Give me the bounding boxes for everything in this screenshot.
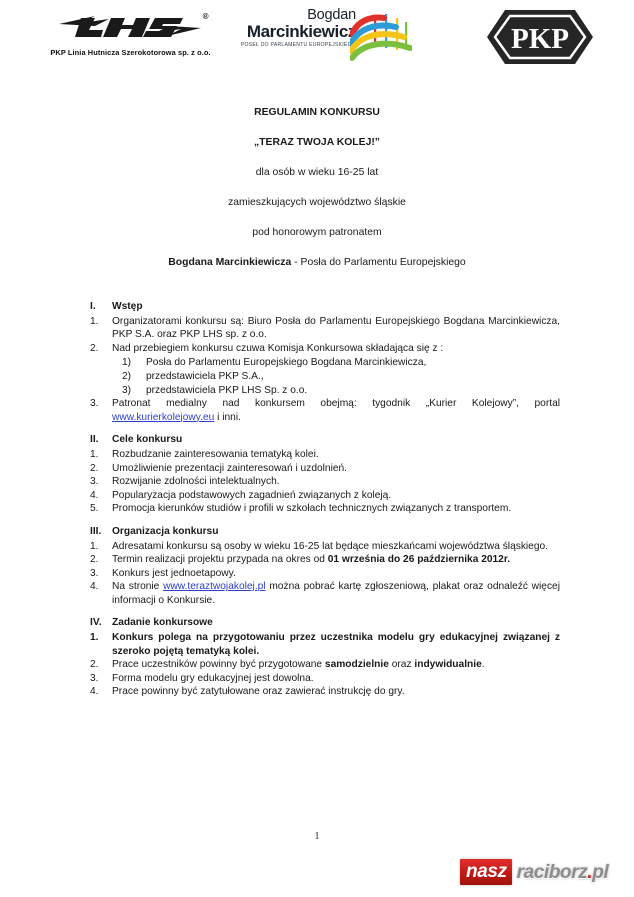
item-text: Nad przebiegiem konkursu czuwa Komisja Konkursowa składająca się z :	[112, 342, 444, 354]
item-text: Umożliwienie prezentacji zainteresowań i uzdolnień.	[112, 462, 347, 474]
item-text: Rozbudzanie zainteresowania tematyką kolei.	[112, 448, 319, 460]
subitem-text: przedstawiciela PKP S.A.,	[146, 370, 264, 382]
item-text-after: i inni.	[214, 411, 241, 423]
subitem-text: przedstawiciela PKP LHS Sp. z o.o.	[146, 384, 308, 396]
section-iii-heading	[90, 525, 560, 539]
patron-name: Bogdana Marcinkiewicza	[168, 257, 292, 268]
doc-subtitle-region: zamieszkujących województwo śląskie	[228, 197, 406, 208]
section-ii-numeral: II.	[90, 434, 99, 446]
item-text: Rozwijanie zdolności intelektualnych.	[112, 476, 280, 488]
section-iii-numeral: III.	[90, 525, 102, 537]
item-text: Konkurs polega na przygotowaniu przez uczestnika modelu gry edukacyjnej związanej z szeroko pojętą tematyką kolei.	[112, 632, 560, 657]
item-text: Prace powinny być zatytułowane oraz zawierać instrukcję do gry.	[112, 686, 405, 698]
item-text-before: Prace uczestników powinny być przygotowane	[112, 659, 325, 671]
list-item	[90, 580, 560, 607]
item-number: 3.	[90, 476, 99, 488]
section-iv-list	[90, 631, 560, 699]
item-text-bold: samodzielnie	[324, 659, 389, 671]
list-item	[90, 475, 560, 489]
item-text	[112, 397, 560, 424]
section-ii-list	[90, 448, 560, 516]
list-item	[90, 462, 560, 476]
section-i-numeral: I.	[90, 301, 96, 312]
item-text-bold: 01 września do 26 października 2012r.	[327, 554, 511, 566]
list-item	[90, 672, 560, 686]
list-item	[90, 315, 560, 342]
lhs-logo-caption: PKP Linia Hutnicza Szerokotorowa sp. z o.o.	[50, 48, 211, 57]
doc-subtitle-patronage: pod honorowym patronatem	[252, 227, 382, 238]
list-item	[90, 540, 560, 554]
list-item	[90, 448, 560, 462]
marcinkiewicz-subtitle: POSEŁ DO PARLAMENTU EUROPEJSKIEGO	[240, 42, 356, 48]
item-text: Adresatami konkursu są osoby w wieku 16-25 lat będące mieszkańcami województwa śląskiego.	[112, 540, 549, 552]
list-item	[90, 489, 560, 503]
section-ii-title: Cele konkursu	[112, 434, 183, 446]
lhs-logo	[28, 10, 233, 57]
item-number: 1.	[90, 540, 99, 552]
subitem-number: 1)	[122, 357, 132, 369]
section-i-heading	[90, 300, 560, 314]
section-ii	[90, 433, 560, 516]
section-ii-heading	[90, 433, 560, 447]
document-body	[90, 300, 560, 708]
item-text	[112, 553, 560, 567]
doc-subtitle-age: dla osób w wieku 16-25 lat	[255, 167, 379, 178]
item-number: 1.	[90, 448, 99, 460]
item-text-mid: oraz	[388, 659, 415, 671]
document-header	[0, 0, 634, 82]
item-text-before: Na stronie	[112, 581, 164, 593]
page-number: 1	[314, 831, 320, 842]
item-number: 5.	[90, 503, 99, 515]
item-number: 4.	[90, 489, 99, 501]
section-iii	[90, 525, 560, 608]
item-text-before: Patronat medialny nad konkursem obejmą: tygodnik „Kurier Kolejowy”, portal	[112, 398, 560, 410]
marcinkiewicz-first-name: Bogdan	[307, 7, 356, 23]
list-item	[122, 384, 560, 398]
section-i-list	[90, 315, 560, 425]
watermark-raciborz-text: raciborz	[516, 861, 588, 883]
item-text-before: Termin realizacji projektu przypada na okres od	[112, 554, 328, 566]
item-text-after: można pobrać kartę zgłoszeniową, plakat oraz odnaleźć więcej informacji o Konkursie.	[112, 581, 560, 606]
item-number: 3.	[90, 672, 99, 684]
lhs-mark-icon	[51, 10, 211, 44]
pkp-logo	[485, 8, 595, 66]
patron-role: - Posła do Parlamentu Europejskiego	[291, 257, 466, 268]
watermark-dot: .	[587, 861, 593, 883]
list-item	[90, 631, 560, 658]
list-item	[122, 370, 560, 384]
section-i	[90, 300, 560, 424]
list-item	[90, 685, 560, 699]
item-text	[112, 580, 560, 607]
section-iv	[90, 616, 560, 699]
title-block	[74, 98, 560, 278]
list-item	[90, 567, 560, 581]
item-text: Organizatorami konkursu są: Biuro Posła do Parlamentu Europejskiego Bogdana Marcinkiewicza, PKP S.A. oraz PKP LHS sp. z o.o.	[112, 315, 560, 341]
watermark-raciborz	[512, 863, 609, 882]
item-number: 1.	[90, 315, 99, 327]
item-text: Forma modelu gry edukacyjnej jest dowolna.	[112, 672, 314, 684]
item-text: Konkurs jest jednoetapowy.	[112, 567, 236, 579]
item-number: 4.	[90, 581, 99, 593]
rainbow-arcs-icon	[350, 12, 412, 62]
section-iii-title: Organizacja konkursu	[112, 525, 219, 537]
list-item	[90, 658, 560, 672]
section-iii-list	[90, 540, 560, 608]
list-item	[90, 553, 560, 567]
item-number: 4.	[90, 686, 99, 698]
watermark-pl: pl	[592, 861, 609, 883]
doc-title-line-2: „TERAZ TWOJA KOLEJ!”	[253, 137, 381, 148]
subitem-number: 2)	[122, 370, 132, 382]
nasz-raciborz-watermark	[460, 857, 608, 887]
item-text: Popularyzacja podstawowych zagadnień związanych z koleją.	[112, 489, 392, 501]
item-number: 2.	[90, 342, 99, 354]
registered-trademark-icon: ®	[202, 12, 209, 21]
list-item	[122, 356, 560, 370]
subitem-text: Posła do Parlamentu Europejskiego Bogdana Marcinkiewicza,	[146, 357, 427, 369]
doc-title-line-1: REGULAMIN KONKURSU	[254, 107, 380, 118]
item-text	[112, 658, 560, 672]
doc-subtitle-patron	[74, 248, 560, 278]
item-text-after: .	[481, 659, 485, 671]
item-number: 2.	[90, 659, 99, 671]
list-item	[90, 397, 560, 424]
section-i-sublist	[90, 356, 560, 397]
item-number: 3.	[90, 398, 99, 410]
list-item	[90, 502, 560, 516]
item-text: Promocja kierunków studiów i profili w szkołach technicznych związanych z transportem.	[112, 503, 512, 515]
item-text-bold-2: indywidualnie	[414, 659, 482, 671]
marcinkiewicz-logo	[232, 8, 412, 70]
marcinkiewicz-logo-text	[232, 8, 356, 49]
section-iv-heading	[90, 616, 560, 630]
item-number: 3.	[90, 567, 99, 579]
item-number: 2.	[90, 462, 99, 474]
item-number: 2.	[90, 554, 99, 566]
item-number: 1.	[90, 632, 99, 644]
marcinkiewicz-last-name: Marcinkiewicz	[246, 22, 356, 41]
subitem-number: 3)	[122, 384, 132, 396]
kurier-kolejowy-link[interactable]: www.kurierkolejowy.eu	[112, 411, 215, 423]
section-i-title: Wstęp	[112, 301, 143, 312]
teraztwojakolej-link[interactable]: www.teraztwojakolej.pl	[163, 581, 266, 593]
list-item	[90, 342, 560, 356]
pkp-logo-text: PKP	[511, 23, 569, 55]
watermark-nasz: nasz	[460, 859, 512, 885]
section-iv-title: Zadanie konkursowe	[112, 617, 213, 629]
section-iv-numeral: IV.	[90, 617, 102, 629]
